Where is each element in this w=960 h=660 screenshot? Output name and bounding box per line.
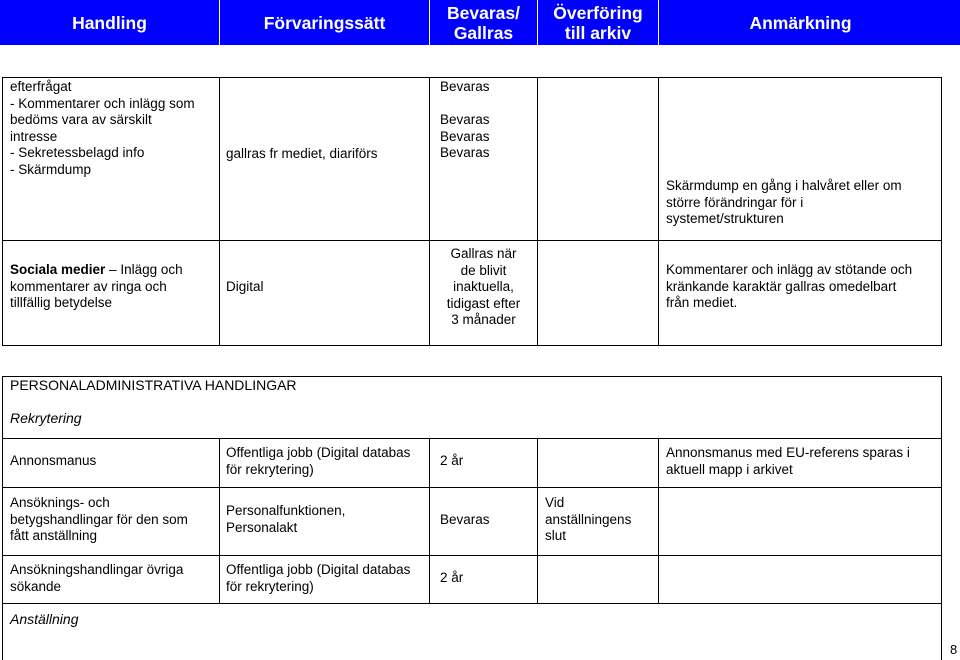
header-handling: Handling bbox=[72, 12, 147, 33]
handling-cell: Ansökningshandlingar övriga sökande bbox=[10, 562, 184, 594]
header-bevaras-gallras: Bevaras/ Gallras bbox=[447, 2, 520, 43]
bevaras-cell: Bevaras Bevaras Bevaras Bevaras bbox=[440, 79, 490, 160]
forvaring-cell: Offentliga jobb (Digital databas för rekrytering) bbox=[226, 562, 411, 594]
overforing-cell: Vid anställningens slut bbox=[545, 495, 632, 543]
forvaring-cell: Personalfunktionen, Personalakt bbox=[226, 503, 346, 535]
forvaring-cell: Offentliga jobb (Digital databas för rekrytering) bbox=[226, 445, 411, 477]
handling-cell: efterfrågat - Kommentarer och inlägg som bedöms vara av särskilt intresse - Sekretessbelagd info - Skärmdump bbox=[10, 79, 195, 177]
handling-cell: Ansöknings- och betygshandlingar för den som fått anställning bbox=[10, 495, 188, 543]
bevaras-cell: 2 år bbox=[440, 570, 464, 585]
bevaras-cell: 2 år bbox=[440, 453, 464, 468]
subsection-anstallning: Anställning bbox=[10, 611, 79, 627]
header-forvaringssatt: Förvaringssätt bbox=[263, 12, 386, 33]
bevaras-cell: Gallras när de blivit inaktuella, tidigast efter 3 månader bbox=[446, 246, 521, 327]
anmarkning-cell: Kommentarer och inlägg av stötande och kränkande karaktär gallras omedelbart från mediet. bbox=[666, 262, 913, 310]
header-overforing: Överföring till arkiv bbox=[553, 2, 643, 43]
anmarkning-cell: Skärmdump en gång i halvåret eller om större förändringar för i systemet/strukturen bbox=[666, 178, 902, 226]
header-anmarkning: Anmärkning bbox=[749, 12, 852, 33]
handling-cell: Sociala medier – Inlägg och kommentarer av ringa och tillfällig betydelse bbox=[10, 262, 183, 310]
handling-cell: Annonsmanus bbox=[10, 453, 97, 468]
bevaras-cell: Bevaras bbox=[440, 512, 490, 527]
forvaring-cell: gallras fr mediet, diariförs bbox=[226, 146, 378, 161]
forvaring-cell: Digital bbox=[226, 279, 264, 294]
subsection-rekrytering: Rekrytering bbox=[10, 410, 82, 426]
anmarkning-cell: Annonsmanus med EU-referens sparas i aktuell mapp i arkivet bbox=[666, 445, 910, 477]
table-header bbox=[0, 0, 960, 45]
page-number: 8 bbox=[950, 642, 958, 657]
section-title: PERSONALADMINISTRATIVA HANDLINGAR bbox=[10, 377, 297, 393]
